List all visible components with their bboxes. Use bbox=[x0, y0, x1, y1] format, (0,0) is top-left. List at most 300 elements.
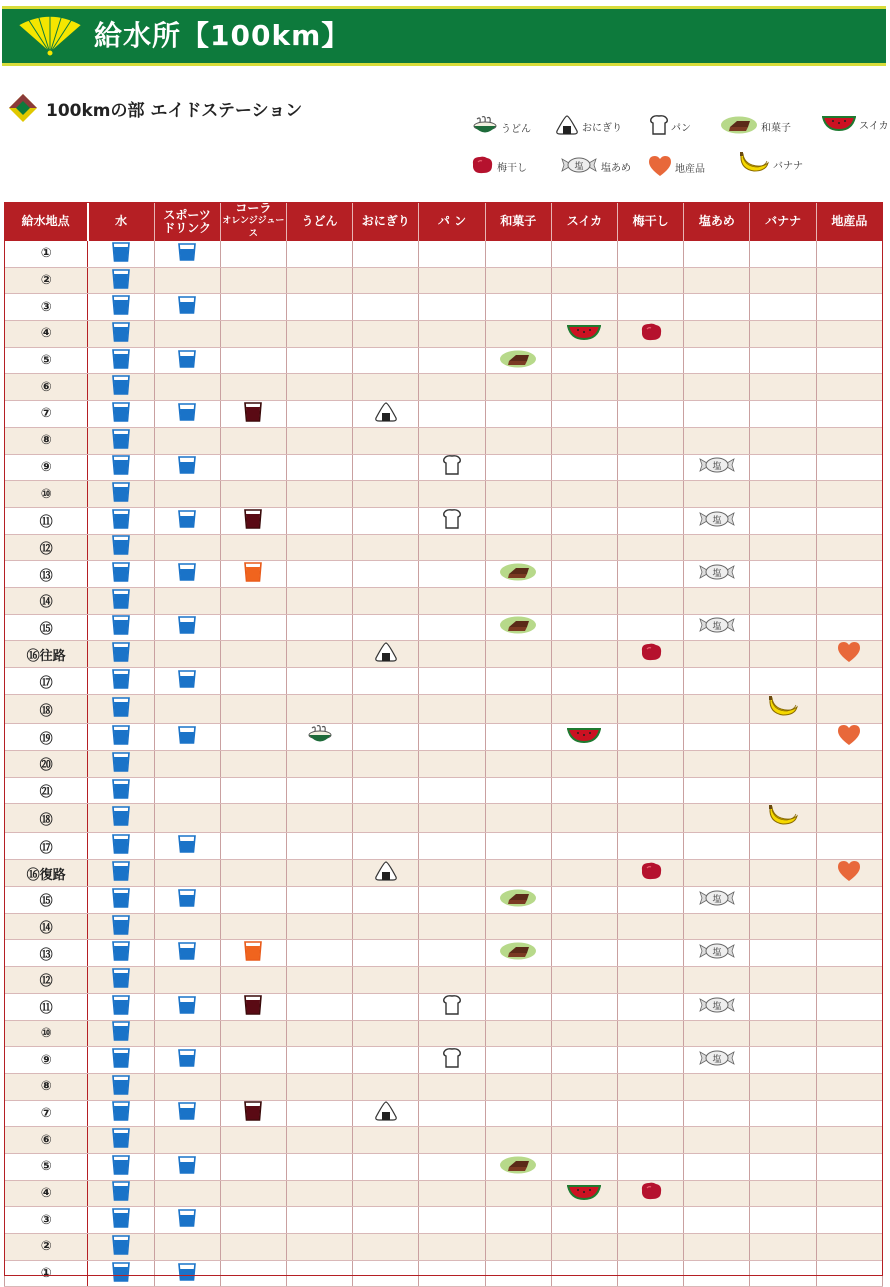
column-header-label: スポーツ ドリンク bbox=[163, 207, 211, 235]
cell-wagashi bbox=[485, 1207, 551, 1234]
cell-cola bbox=[220, 1260, 286, 1287]
cell-sports bbox=[154, 241, 220, 267]
sports-icon bbox=[178, 1156, 196, 1178]
cell-local bbox=[816, 507, 882, 534]
cell-sports bbox=[154, 1260, 220, 1287]
cell-udon bbox=[286, 294, 352, 321]
cell-bread bbox=[419, 695, 485, 724]
cell-water bbox=[88, 374, 154, 401]
cell-onigiri bbox=[353, 860, 419, 887]
station-label: ⑫ bbox=[5, 967, 88, 994]
heart-icon bbox=[837, 860, 861, 886]
cell-watermelon bbox=[551, 1260, 617, 1287]
station-label: ⑩ bbox=[5, 1020, 88, 1047]
water-icon bbox=[112, 725, 130, 749]
cell-umeboshi bbox=[618, 1153, 684, 1180]
cell-udon bbox=[286, 833, 352, 860]
cell-wagashi bbox=[485, 777, 551, 804]
water-icon bbox=[112, 509, 130, 533]
cell-onigiri bbox=[353, 561, 419, 588]
cell-bread bbox=[419, 777, 485, 804]
cell-water bbox=[88, 347, 154, 374]
sports-icon bbox=[178, 942, 196, 964]
cell-sports bbox=[154, 1127, 220, 1154]
heart-icon bbox=[648, 155, 675, 180]
cell-sports bbox=[154, 1207, 220, 1234]
cell-cola bbox=[220, 374, 286, 401]
cell-local bbox=[816, 993, 882, 1020]
table-row bbox=[5, 587, 883, 614]
cell-umeboshi bbox=[618, 1047, 684, 1074]
cell-bread bbox=[419, 481, 485, 508]
cell-umeboshi bbox=[618, 294, 684, 321]
cell-bread bbox=[419, 561, 485, 588]
cell-banana bbox=[750, 887, 816, 914]
station-label: ② bbox=[5, 1234, 88, 1261]
heart-icon bbox=[837, 641, 861, 667]
cell-bread bbox=[419, 1100, 485, 1127]
cell-onigiri bbox=[353, 321, 419, 348]
cell-cola bbox=[220, 507, 286, 534]
water-icon bbox=[112, 402, 130, 426]
table-row bbox=[5, 454, 883, 481]
watermelon-icon bbox=[567, 324, 601, 344]
cell-sports bbox=[154, 1073, 220, 1100]
column-header bbox=[286, 202, 352, 241]
cell-udon bbox=[286, 860, 352, 887]
onigiri-icon bbox=[555, 115, 582, 138]
sports-icon bbox=[178, 889, 196, 911]
cell-banana bbox=[750, 1207, 816, 1234]
cell-wagashi bbox=[485, 321, 551, 348]
cell-umeboshi bbox=[618, 374, 684, 401]
cell-sports bbox=[154, 561, 220, 588]
water-icon bbox=[112, 455, 130, 479]
cell-onigiri bbox=[353, 1100, 419, 1127]
cell-watermelon bbox=[551, 1100, 617, 1127]
cell-umeboshi bbox=[618, 587, 684, 614]
cell-udon bbox=[286, 967, 352, 994]
cell-wagashi bbox=[485, 1100, 551, 1127]
cell-banana bbox=[750, 507, 816, 534]
column-header bbox=[816, 202, 882, 241]
sports-icon bbox=[178, 1209, 196, 1231]
column-header-label: 梅干し bbox=[632, 214, 669, 228]
column-header bbox=[485, 202, 551, 241]
udon-icon bbox=[307, 724, 333, 750]
cell-cola bbox=[220, 267, 286, 294]
cell-local bbox=[816, 454, 882, 481]
cell-onigiri bbox=[353, 614, 419, 641]
cell-candy bbox=[684, 507, 750, 534]
table-row bbox=[5, 724, 883, 751]
cell-watermelon bbox=[551, 1127, 617, 1154]
cell-water bbox=[88, 1047, 154, 1074]
station-label: ㉑ bbox=[5, 777, 88, 804]
table-row bbox=[5, 1073, 883, 1100]
cell-local bbox=[816, 1180, 882, 1207]
cell-banana bbox=[750, 481, 816, 508]
cell-onigiri bbox=[353, 1260, 419, 1287]
column-header-label: パ ン bbox=[437, 214, 467, 228]
table-row bbox=[5, 993, 883, 1020]
cell-bread bbox=[419, 401, 485, 428]
legend-label: おにぎり bbox=[582, 123, 622, 134]
table-row bbox=[5, 347, 883, 374]
column-header bbox=[750, 202, 816, 241]
cell-local bbox=[816, 668, 882, 695]
table-row bbox=[5, 561, 883, 588]
column-header bbox=[353, 202, 419, 241]
cell-water bbox=[88, 860, 154, 887]
table-row bbox=[5, 860, 883, 887]
cell-onigiri bbox=[353, 751, 419, 778]
cell-local bbox=[816, 887, 882, 914]
table-row bbox=[5, 241, 883, 267]
cell-wagashi bbox=[485, 241, 551, 267]
watermelon-icon bbox=[822, 115, 859, 134]
water-icon bbox=[112, 482, 130, 506]
svg-text:塩: 塩 bbox=[712, 948, 722, 959]
cell-local bbox=[816, 294, 882, 321]
cell-banana bbox=[750, 641, 816, 668]
cell-water bbox=[88, 267, 154, 294]
cell-sports bbox=[154, 374, 220, 401]
cell-bread bbox=[419, 374, 485, 401]
station-label: ⑳ bbox=[5, 751, 88, 778]
umeboshi-icon bbox=[639, 322, 663, 346]
cell-onigiri bbox=[353, 481, 419, 508]
water-icon bbox=[112, 779, 130, 803]
cell-cola bbox=[220, 427, 286, 454]
cell-sports bbox=[154, 481, 220, 508]
cell-onigiri bbox=[353, 967, 419, 994]
cell-watermelon bbox=[551, 967, 617, 994]
cell-watermelon bbox=[551, 1020, 617, 1047]
table-row bbox=[5, 1180, 883, 1207]
cell-wagashi bbox=[485, 668, 551, 695]
cell-bread bbox=[419, 294, 485, 321]
cell-bread bbox=[419, 1180, 485, 1207]
cell-local bbox=[816, 1073, 882, 1100]
section-title: 100kmの部 エイドステーション bbox=[46, 101, 303, 121]
sports-icon bbox=[178, 835, 196, 857]
cell-sports bbox=[154, 614, 220, 641]
cell-onigiri bbox=[353, 267, 419, 294]
cell-watermelon bbox=[551, 641, 617, 668]
cell-wagashi bbox=[485, 481, 551, 508]
cell-umeboshi bbox=[618, 940, 684, 967]
cell-onigiri bbox=[353, 401, 419, 428]
cell-umeboshi bbox=[618, 241, 684, 267]
station-label: ⑭ bbox=[5, 913, 88, 940]
sports-icon bbox=[178, 563, 196, 585]
onigiri-icon bbox=[374, 1101, 398, 1125]
cell-local bbox=[816, 777, 882, 804]
cell-onigiri bbox=[353, 507, 419, 534]
cell-watermelon bbox=[551, 940, 617, 967]
cell-candy bbox=[684, 724, 750, 751]
column-header-label: スイカ bbox=[566, 214, 603, 228]
cell-banana bbox=[750, 561, 816, 588]
water-icon bbox=[112, 535, 130, 559]
cell-onigiri bbox=[353, 1234, 419, 1261]
cell-sports bbox=[154, 967, 220, 994]
cell-bread bbox=[419, 1153, 485, 1180]
table-row bbox=[5, 1100, 883, 1127]
cell-umeboshi bbox=[618, 1207, 684, 1234]
table-row bbox=[5, 1260, 883, 1287]
cell-local bbox=[816, 913, 882, 940]
cell-watermelon bbox=[551, 427, 617, 454]
cell-local bbox=[816, 561, 882, 588]
cell-wagashi bbox=[485, 967, 551, 994]
cell-onigiri bbox=[353, 1180, 419, 1207]
water-icon bbox=[112, 968, 130, 992]
cell-udon bbox=[286, 1020, 352, 1047]
cell-local bbox=[816, 1100, 882, 1127]
cell-cola bbox=[220, 1047, 286, 1074]
cell-onigiri bbox=[353, 241, 419, 267]
cell-candy bbox=[684, 695, 750, 724]
sports-icon bbox=[178, 403, 196, 425]
cell-local bbox=[816, 1260, 882, 1287]
cell-udon bbox=[286, 804, 352, 833]
cell-wagashi bbox=[485, 860, 551, 887]
cell-sports bbox=[154, 454, 220, 481]
cell-udon bbox=[286, 1234, 352, 1261]
cell-wagashi bbox=[485, 507, 551, 534]
cell-cola bbox=[220, 913, 286, 940]
cell-banana bbox=[750, 1180, 816, 1207]
cell-cola bbox=[220, 1100, 286, 1127]
cell-local bbox=[816, 967, 882, 994]
water-icon bbox=[112, 1208, 130, 1232]
cell-candy bbox=[684, 833, 750, 860]
cell-water bbox=[88, 940, 154, 967]
cell-onigiri bbox=[353, 1047, 419, 1074]
cell-onigiri bbox=[353, 777, 419, 804]
station-label: ⑧ bbox=[5, 427, 88, 454]
table-row bbox=[5, 887, 883, 914]
cell-water bbox=[88, 241, 154, 267]
cell-banana bbox=[750, 294, 816, 321]
cell-udon bbox=[286, 695, 352, 724]
cell-udon bbox=[286, 561, 352, 588]
station-label: ⑬ bbox=[5, 940, 88, 967]
cell-sports bbox=[154, 294, 220, 321]
cell-water bbox=[88, 1127, 154, 1154]
water-icon bbox=[112, 562, 130, 586]
water-icon bbox=[112, 834, 130, 858]
cell-sports bbox=[154, 1020, 220, 1047]
page-header bbox=[0, 0, 890, 72]
cell-watermelon bbox=[551, 833, 617, 860]
cell-sports bbox=[154, 1180, 220, 1207]
station-label: ⑤ bbox=[5, 347, 88, 374]
cell-umeboshi bbox=[618, 860, 684, 887]
cell-watermelon bbox=[551, 401, 617, 428]
svg-text:塩: 塩 bbox=[712, 569, 722, 580]
cell-banana bbox=[750, 724, 816, 751]
heart-icon bbox=[837, 724, 861, 750]
station-label: ② bbox=[5, 267, 88, 294]
cell-wagashi bbox=[485, 427, 551, 454]
cell-umeboshi bbox=[618, 724, 684, 751]
cell-udon bbox=[286, 507, 352, 534]
cell-banana bbox=[750, 1100, 816, 1127]
cell-local bbox=[816, 374, 882, 401]
orange-icon bbox=[244, 941, 262, 965]
cell-wagashi bbox=[485, 913, 551, 940]
sports-icon bbox=[178, 726, 196, 748]
cell-sports bbox=[154, 1234, 220, 1261]
station-label: ⑨ bbox=[5, 454, 88, 481]
cell-cola bbox=[220, 724, 286, 751]
cell-umeboshi bbox=[618, 321, 684, 348]
cell-onigiri bbox=[353, 641, 419, 668]
cell-udon bbox=[286, 940, 352, 967]
cell-watermelon bbox=[551, 1180, 617, 1207]
station-label: ⑤ bbox=[5, 1153, 88, 1180]
cell-wagashi bbox=[485, 1180, 551, 1207]
water-icon bbox=[112, 269, 130, 293]
legend-label: 和菓子 bbox=[761, 123, 791, 134]
svg-text:塩: 塩 bbox=[712, 622, 722, 633]
cell-water bbox=[88, 454, 154, 481]
cell-candy bbox=[684, 1127, 750, 1154]
cell-water bbox=[88, 401, 154, 428]
station-label: ① bbox=[5, 1260, 88, 1287]
cell-wagashi bbox=[485, 1020, 551, 1047]
cell-local bbox=[816, 1153, 882, 1180]
cell-onigiri bbox=[353, 887, 419, 914]
cell-onigiri bbox=[353, 374, 419, 401]
cell-candy bbox=[684, 534, 750, 561]
cell-cola bbox=[220, 1020, 286, 1047]
cell-wagashi bbox=[485, 887, 551, 914]
cell-banana bbox=[750, 1127, 816, 1154]
water-icon bbox=[112, 941, 130, 965]
cell-sports bbox=[154, 724, 220, 751]
cell-wagashi bbox=[485, 993, 551, 1020]
cell-cola bbox=[220, 401, 286, 428]
cell-umeboshi bbox=[618, 887, 684, 914]
cell-cola bbox=[220, 993, 286, 1020]
cell-water bbox=[88, 481, 154, 508]
cell-banana bbox=[750, 321, 816, 348]
cell-water bbox=[88, 1234, 154, 1261]
table-row bbox=[5, 374, 883, 401]
station-label: ⑭ bbox=[5, 587, 88, 614]
cell-cola bbox=[220, 454, 286, 481]
cola-icon bbox=[244, 995, 262, 1019]
water-icon bbox=[112, 429, 130, 453]
cell-wagashi bbox=[485, 587, 551, 614]
cell-banana bbox=[750, 833, 816, 860]
banana-icon bbox=[767, 695, 799, 723]
cell-watermelon bbox=[551, 777, 617, 804]
column-header-label: 地産品 bbox=[831, 214, 868, 228]
cell-udon bbox=[286, 614, 352, 641]
water-icon bbox=[112, 752, 130, 776]
table-row bbox=[5, 1127, 883, 1154]
water-icon bbox=[112, 1262, 130, 1286]
cell-onigiri bbox=[353, 724, 419, 751]
water-icon bbox=[112, 642, 130, 666]
table-row bbox=[5, 534, 883, 561]
cell-onigiri bbox=[353, 833, 419, 860]
station-label: ⑪ bbox=[5, 993, 88, 1020]
cell-candy bbox=[684, 1020, 750, 1047]
cell-candy bbox=[684, 967, 750, 994]
legend-item-bread bbox=[650, 115, 691, 138]
cell-bread bbox=[419, 267, 485, 294]
cell-umeboshi bbox=[618, 993, 684, 1020]
water-icon bbox=[112, 242, 130, 266]
cell-local bbox=[816, 804, 882, 833]
water-icon bbox=[112, 615, 130, 639]
water-icon bbox=[112, 669, 130, 693]
cell-umeboshi bbox=[618, 777, 684, 804]
cell-cola bbox=[220, 940, 286, 967]
cell-water bbox=[88, 1207, 154, 1234]
candy-icon bbox=[698, 615, 736, 639]
cell-onigiri bbox=[353, 427, 419, 454]
udon-icon bbox=[472, 115, 501, 140]
cell-banana bbox=[750, 695, 816, 724]
sports-icon bbox=[178, 510, 196, 532]
cell-onigiri bbox=[353, 695, 419, 724]
column-header-label: 和菓子 bbox=[500, 214, 537, 228]
cell-sports bbox=[154, 427, 220, 454]
onigiri-icon bbox=[374, 642, 398, 666]
station-label: ⑰ bbox=[5, 833, 88, 860]
station-label: ⑥ bbox=[5, 374, 88, 401]
cell-local bbox=[816, 321, 882, 348]
cell-local bbox=[816, 587, 882, 614]
cell-sports bbox=[154, 347, 220, 374]
cell-water bbox=[88, 1260, 154, 1287]
cell-umeboshi bbox=[618, 454, 684, 481]
cell-sports bbox=[154, 860, 220, 887]
cell-watermelon bbox=[551, 1234, 617, 1261]
sports-icon bbox=[178, 1049, 196, 1071]
sports-icon bbox=[178, 616, 196, 638]
cell-sports bbox=[154, 751, 220, 778]
cell-onigiri bbox=[353, 668, 419, 695]
cell-onigiri bbox=[353, 534, 419, 561]
cell-udon bbox=[286, 724, 352, 751]
column-header bbox=[154, 202, 220, 241]
svg-text:塩: 塩 bbox=[712, 515, 722, 526]
cell-udon bbox=[286, 913, 352, 940]
cell-candy bbox=[684, 294, 750, 321]
candy-icon bbox=[698, 995, 736, 1019]
cell-wagashi bbox=[485, 347, 551, 374]
station-label: ③ bbox=[5, 294, 88, 321]
column-header-label: 給水地点 bbox=[21, 214, 70, 228]
cell-umeboshi bbox=[618, 267, 684, 294]
cell-udon bbox=[286, 641, 352, 668]
column-header-sublabel: オレンジジュース bbox=[222, 216, 285, 239]
cell-onigiri bbox=[353, 1207, 419, 1234]
cell-sports bbox=[154, 804, 220, 833]
cell-udon bbox=[286, 481, 352, 508]
cell-sports bbox=[154, 668, 220, 695]
cell-udon bbox=[286, 1180, 352, 1207]
column-header bbox=[684, 202, 750, 241]
